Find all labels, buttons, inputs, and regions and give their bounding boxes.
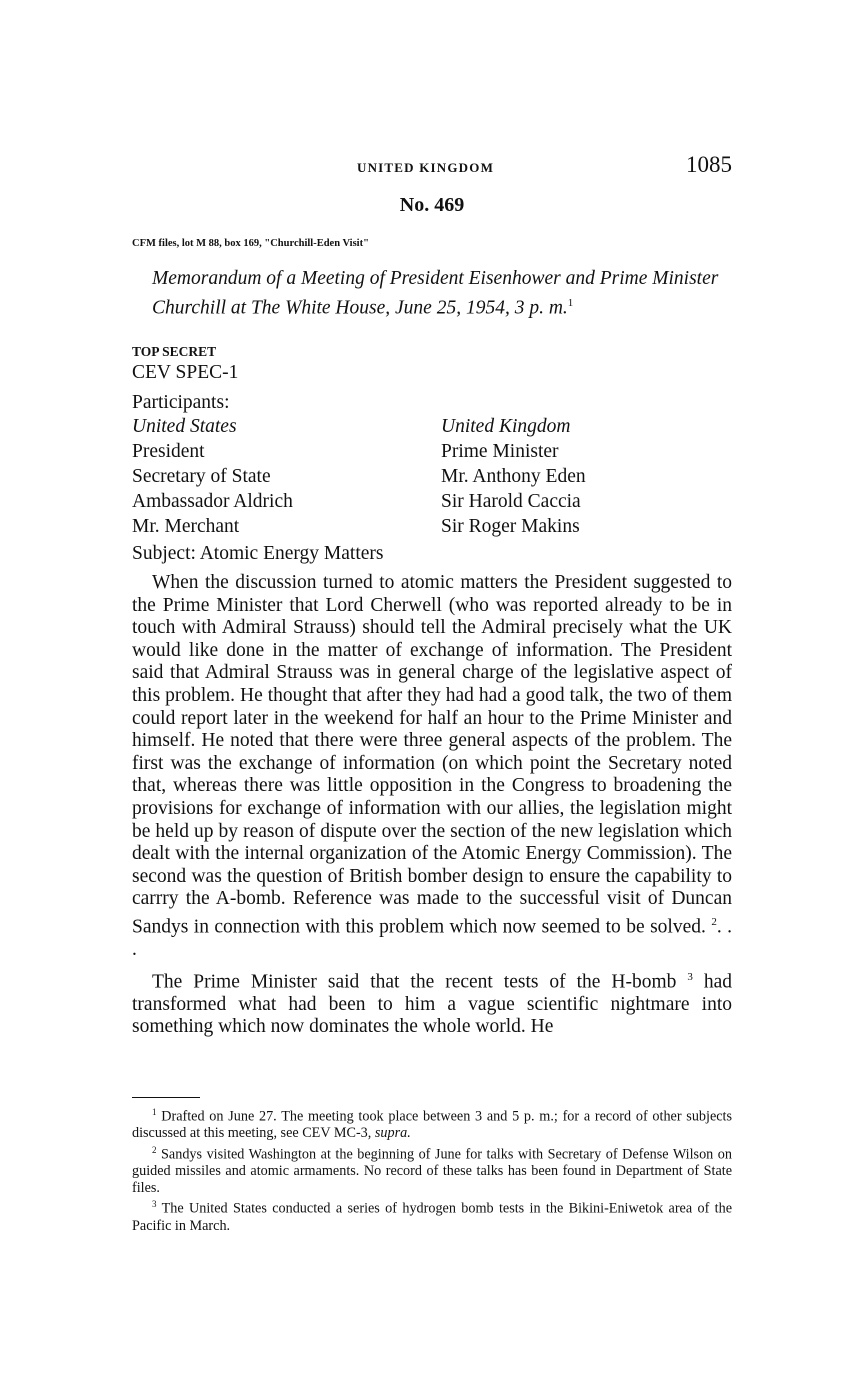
body-paragraph (132, 572, 732, 962)
uk-participant: Prime Minister (441, 441, 559, 462)
subject-line: Subject: Atomic Energy Matters (132, 543, 384, 564)
footnote-text: Sandys visited Washington at the beginning of June for talks with Secretary of Defense Wilson on guided missiles and atomic armaments. No record of these talks has been found in Department of State files. (132, 1146, 732, 1196)
us-participants (132, 414, 293, 539)
ellipsis: . . . (132, 916, 733, 960)
footnote-2 (132, 1142, 732, 1197)
us-participant: Ambassador Aldrich (132, 491, 293, 512)
uk-participant: Sir Roger Makins (441, 516, 580, 537)
page-number: 1085 (686, 152, 732, 177)
footnote-mark: 2 (152, 1144, 157, 1155)
us-participant: President (132, 441, 205, 462)
footnote-3 (132, 1196, 732, 1234)
footnote-ref-1: 1 (567, 297, 574, 309)
footnote-mark: 3 (152, 1199, 157, 1210)
paragraph-text: had transformed what had been to him a vague scientific nightmare into something which now dominates the whole world. He (132, 971, 733, 1038)
paragraph-text: When the discussion turned to atomic matters the President suggested to the Prime Minister that Lord Cherwell (who was reported already to be in touch with Admiral Strauss) should tell the Admiral precisely what the UK would like done in the matter of exchange of information. The President said that Admiral Strauss was in general charge of the legislative aspect of this problem. He thought that after they had had a good talk, the two of them could report later in the weekend for half an hour to the Prime Minister and himself. He noted that there were three general aspects of the problem. The first was the exchange of information (on which point the Secretary noted that, whereas there was little opposition in the Congress to broadening the provisions for exchange of information with our allies, the legislation might be held up by reason of dispute over the section of the new legislation which dealt with the internal organization of the Atomic Energy Commission). The second was the question of British bomber design to ensure the capability to carrry the A-bomb. Reference was made to the successful visit of Duncan Sandys in connection with this problem which now seemed to be solved. (132, 572, 732, 938)
footnote-mark: 1 (152, 1107, 157, 1117)
serial-number: CEV SPEC-1 (132, 362, 239, 383)
us-heading: United States (132, 416, 237, 437)
footnote-divider (132, 1097, 200, 1098)
uk-participant: Mr. Anthony Eden (441, 466, 586, 487)
us-participant: Mr. Merchant (132, 516, 240, 537)
uk-participant: Sir Harold Caccia (441, 491, 581, 512)
memo-body (132, 572, 732, 1043)
uk-participants (441, 414, 586, 539)
body-paragraph (132, 966, 732, 1039)
document-title-text: Memorandum of a Meeting of President Eisenhower and Prime Minister Churchill at The White House, June 25, 1954, 3 p. m. (152, 268, 719, 319)
running-head-title: UNITED KINGDOM (357, 160, 495, 175)
footnotes (132, 1104, 732, 1234)
us-participant: Secretary of State (132, 466, 271, 487)
document-title (152, 266, 732, 321)
footnote-ref-3: 3 (687, 970, 693, 983)
footnote-text: The United States conducted a series of hydrogen bomb tests in the Bikini-Eniwetok area of the Pacific in March. (132, 1201, 732, 1234)
paragraph-text: The Prime Minister said that the recent tests of the H-bomb (152, 971, 677, 993)
footnote-text: Drafted on June 27. The meeting took place between 3 and 5 p. m.; for a record of other subjects discussed at this meeting, see CEV MC-3, (132, 1108, 733, 1142)
uk-heading: United Kingdom (441, 416, 571, 437)
classification-label: TOP SECRET (132, 344, 217, 359)
footnote-italic: supra. (374, 1125, 411, 1142)
participants-label: Participants: (132, 392, 230, 413)
document-number: No. 469 (399, 194, 465, 216)
running-head (132, 152, 732, 186)
footnote-1 (132, 1104, 732, 1142)
source-note: CFM files, lot M 88, box 169, "Churchill-Eden Visit" (132, 238, 369, 249)
footnote-ref-2: 2 (711, 915, 717, 928)
